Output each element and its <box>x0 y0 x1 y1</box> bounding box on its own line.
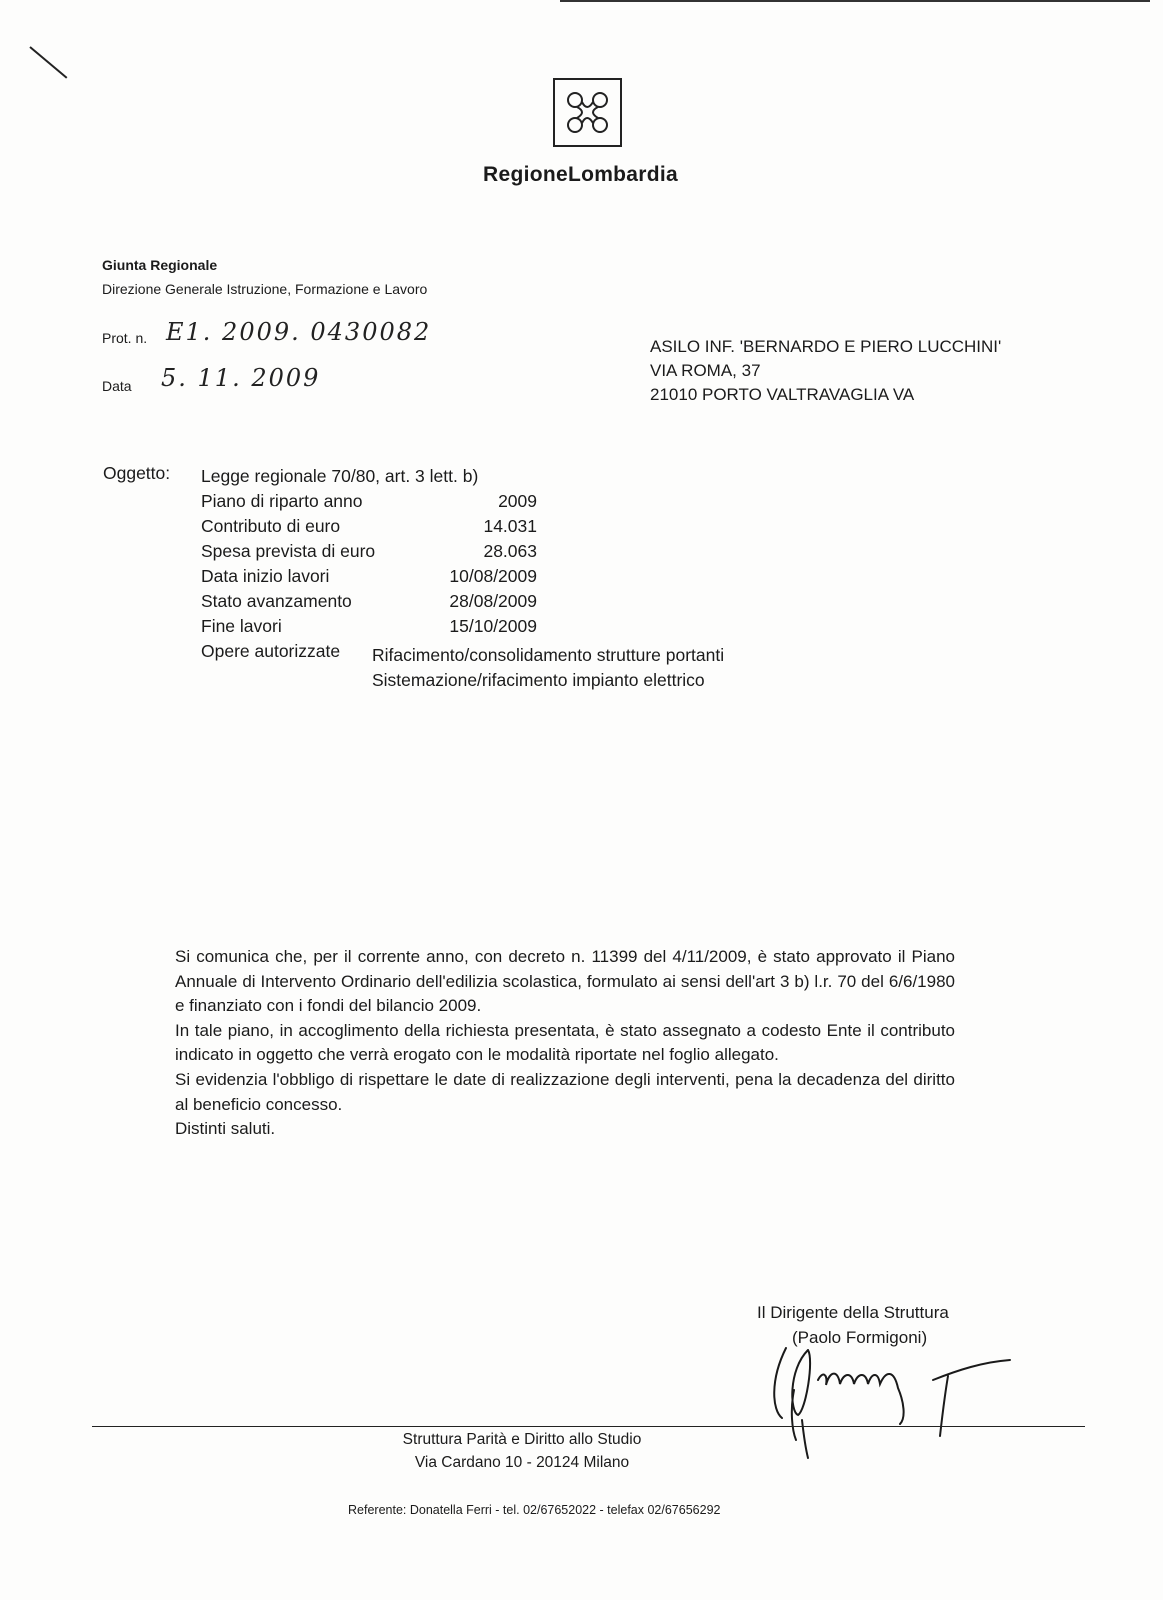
subject-row-value: 28.063 <box>483 541 537 561</box>
works-label: Opere autorizzate <box>201 641 341 661</box>
footer-contact: Referente: Donatella Ferri - tel. 02/67652022 - telefax 02/67656292 <box>348 1503 721 1517</box>
brand-wordmark: RegioneLombardia <box>483 163 678 186</box>
subject-row-value: 2009 <box>498 491 537 511</box>
closing-salutation: Distinti saluti. <box>175 1119 276 1139</box>
protocol-label: Prot. n. <box>102 330 148 346</box>
letter-body <box>175 945 955 1142</box>
recipient-city: 21010 PORTO VALTRAVAGLIA VA <box>650 385 915 404</box>
rosa-camuna-logo-icon <box>553 78 622 147</box>
subject-law: Legge regionale 70/80, art. 3 lett. b) <box>201 466 479 486</box>
footer-rule <box>92 1426 1085 1427</box>
footer-office: Struttura Parità e Diritto allo Studio <box>402 1431 642 1448</box>
subject-row-label: Data inizio lavori <box>201 566 330 586</box>
date-handwritten: 5. 11. 2009 <box>161 364 321 392</box>
works-item: Rifacimento/consolidamento strutture portanti <box>372 645 725 665</box>
subject-row-label: Spesa prevista di euro <box>201 541 376 561</box>
subject-row-label: Fine lavori <box>201 616 282 636</box>
subject-row-value: 15/10/2009 <box>449 616 537 636</box>
subject-row-value: 14.031 <box>483 516 537 536</box>
works-item: Sistemazione/rifacimento impianto elettrico <box>372 670 705 690</box>
footer-address: Via Cardano 10 - 20124 Milano <box>414 1454 630 1471</box>
subject-row-label: Piano di riparto anno <box>201 491 363 511</box>
recipient-street: VIA ROMA, 37 <box>650 361 761 380</box>
signatory-name: (Paolo Formigoni) <box>792 1328 928 1347</box>
body-paragraph: In tale piano, in accoglimento della richiesta presentata, è stato assegnato a codesto Ente il contributo indicato in oggetto che verrà erogato con le modalità riportate nel foglio allegato. <box>175 1020 955 1065</box>
subject-label: Oggetto: <box>103 463 171 483</box>
scan-top-border <box>560 0 1150 2</box>
recipient-name: ASILO INF. 'BERNARDO E PIERO LUCCHINI' <box>650 337 1002 356</box>
scan-mark <box>29 46 67 78</box>
body-paragraph: Si evidenzia l'obbligo di rispettare le date di realizzazione degli interventi, pena la decadenza del diritto al beneficio concesso. <box>175 1069 955 1114</box>
date-label: Data <box>102 378 132 394</box>
signatory-title: Il Dirigente della Struttura <box>757 1303 949 1322</box>
protocol-number-handwritten: E1. 2009. 0430082 <box>166 318 432 346</box>
subject-row-label: Contributo di euro <box>201 516 341 536</box>
subject-row-value: 10/08/2009 <box>449 566 537 586</box>
recipient-block <box>650 335 1001 407</box>
body-paragraph: Si comunica che, per il corrente anno, con decreto n. 11399 del 4/11/2009, è stato approvato il Piano Annuale di Intervento Ordinario dell'edilizia scolastica, formulato ai sensi dell'art 3 b) l.r. 70 del 6/6/1980 e finanziato con i fondi del bilancio 2009. <box>175 947 955 1016</box>
handwritten-signature <box>768 1340 1028 1460</box>
subject-row-label: Stato avanzamento <box>201 591 352 611</box>
department-name: Giunta Regionale <box>102 257 218 273</box>
subject-row-value: 28/08/2009 <box>449 591 537 611</box>
directorate-name: Direzione Generale Istruzione, Formazione e Lavoro <box>102 281 428 297</box>
